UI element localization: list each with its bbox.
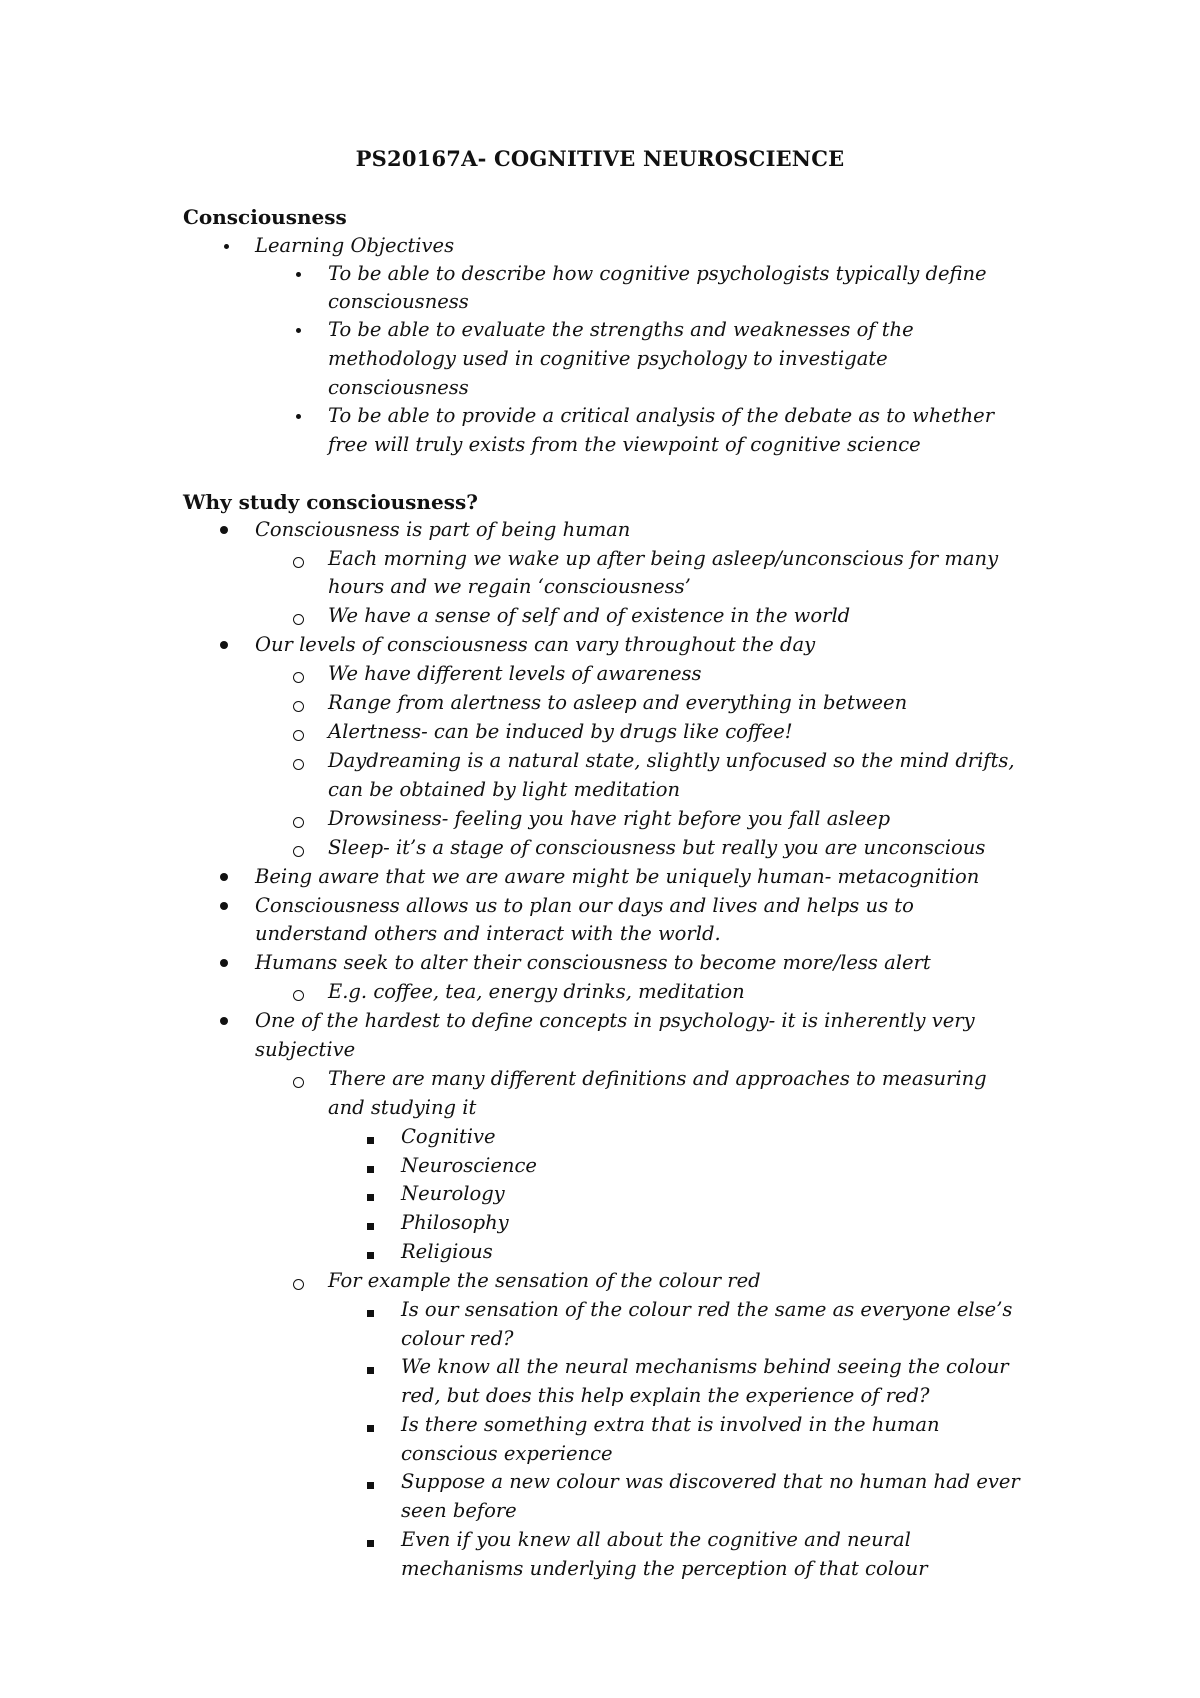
list-item: Drowsiness- feeling you have right before you fall asleep: [328, 807, 891, 830]
square-bullet-icon: [367, 1540, 374, 1547]
bullet-icon: [220, 641, 228, 649]
list-item: Philosophy: [401, 1211, 509, 1234]
list-item: We have different levels of awareness: [328, 662, 702, 685]
objective-line: To be able to describe how cognitive psychologists typically define: [328, 262, 987, 285]
learning-objectives-label: Learning Objectives: [255, 234, 455, 257]
list-item: red, but does this help explain the experience of red?: [401, 1384, 930, 1407]
list-item: Cognitive: [401, 1125, 496, 1148]
objective-line: consciousness: [328, 290, 469, 313]
circle-bullet-icon: [293, 1279, 304, 1290]
list-item: Sleep- it’s a stage of consciousness but really you are unconscious: [328, 836, 986, 859]
square-bullet-icon: [367, 1137, 374, 1144]
circle-bullet-icon: [293, 730, 304, 741]
list-item: For example the sensation of the colour red: [328, 1269, 761, 1292]
list-item: Suppose a new colour was discovered that no human had ever: [401, 1470, 1020, 1493]
bullet-icon: [220, 526, 228, 534]
section-heading-why-study: Why study consciousness?: [183, 490, 478, 514]
square-bullet-icon: [367, 1252, 374, 1259]
circle-bullet-icon: [293, 701, 304, 712]
square-bullet-icon: [367, 1194, 374, 1201]
objective-line: To be able to evaluate the strengths and weaknesses of the: [328, 318, 914, 341]
circle-bullet-icon: [293, 614, 304, 625]
list-item: We know all the neural mechanisms behind seeing the colour: [401, 1355, 1009, 1378]
square-bullet-icon: [367, 1310, 374, 1317]
list-item: mechanisms underlying the perception of that colour: [401, 1557, 928, 1580]
square-bullet-icon: [367, 1223, 374, 1230]
list-item: understand others and interact with the world.: [255, 922, 721, 945]
list-item: Is our sensation of the colour red the same as everyone else’s: [401, 1298, 1013, 1321]
objective-line: free will truly exists from the viewpoint of cognitive science: [328, 433, 921, 456]
list-item: Is there something extra that is involved in the human: [401, 1413, 940, 1436]
bullet-icon: [220, 1017, 228, 1025]
list-item: We have a sense of self and of existence in the world: [328, 604, 851, 627]
document-title: PS20167A- COGNITIVE NEUROSCIENCE: [355, 146, 845, 171]
list-item: hours and we regain ‘consciousness’: [328, 575, 691, 598]
list-item: Neuroscience: [401, 1154, 537, 1177]
list-item: seen before: [401, 1499, 517, 1522]
square-bullet-icon: [367, 1367, 374, 1374]
objective-line: methodology used in cognitive psychology to investigate: [328, 347, 888, 370]
square-bullet-icon: [367, 1425, 374, 1432]
list-item: conscious experience: [401, 1442, 613, 1465]
list-item: can be obtained by light meditation: [328, 778, 681, 801]
list-item: Our levels of consciousness can vary throughout the day: [255, 633, 816, 656]
circle-bullet-icon: [293, 759, 304, 770]
circle-bullet-icon: [293, 990, 304, 1001]
list-item: Range from alertness to asleep and everything in between: [328, 691, 908, 714]
list-item: Humans seek to alter their consciousness to become more/less alert: [255, 951, 931, 974]
bullet-icon: [224, 244, 229, 249]
list-item: Even if you knew all about the cognitive and neural: [401, 1528, 911, 1551]
list-item: subjective: [255, 1038, 356, 1061]
bullet-icon: [296, 414, 301, 419]
bullet-icon: [220, 959, 228, 967]
bullet-icon: [220, 873, 228, 881]
section-heading-consciousness: Consciousness: [183, 205, 347, 229]
list-item: colour red?: [401, 1327, 514, 1350]
list-item: Neurology: [401, 1182, 505, 1205]
list-item: Being aware that we are aware might be uniquely human- metacognition: [255, 865, 980, 888]
circle-bullet-icon: [293, 557, 304, 568]
list-item: Alertness- can be induced by drugs like coffee!: [328, 720, 793, 743]
list-item: and studying it: [328, 1096, 477, 1119]
square-bullet-icon: [367, 1482, 374, 1489]
circle-bullet-icon: [293, 817, 304, 828]
list-item: Each morning we wake up after being asleep/unconscious for many: [328, 547, 999, 570]
circle-bullet-icon: [293, 672, 304, 683]
list-item: E.g. coffee, tea, energy drinks, meditation: [328, 980, 745, 1003]
bullet-icon: [296, 328, 301, 333]
list-item: Consciousness allows us to plan our days and lives and helps us to: [255, 894, 914, 917]
list-item: There are many different definitions and approaches to measuring: [328, 1067, 987, 1090]
list-item: Religious: [401, 1240, 493, 1263]
bullet-icon: [220, 902, 228, 910]
list-item: Daydreaming is a natural state, slightly unfocused so the mind drifts,: [328, 749, 1015, 772]
circle-bullet-icon: [293, 846, 304, 857]
objective-line: consciousness: [328, 376, 469, 399]
circle-bullet-icon: [293, 1077, 304, 1088]
list-item: One of the hardest to define concepts in psychology- it is inherently very: [255, 1009, 975, 1032]
objective-line: To be able to provide a critical analysis of the debate as to whether: [328, 404, 995, 427]
square-bullet-icon: [367, 1166, 374, 1173]
list-item: Consciousness is part of being human: [255, 518, 631, 541]
bullet-icon: [296, 272, 301, 277]
